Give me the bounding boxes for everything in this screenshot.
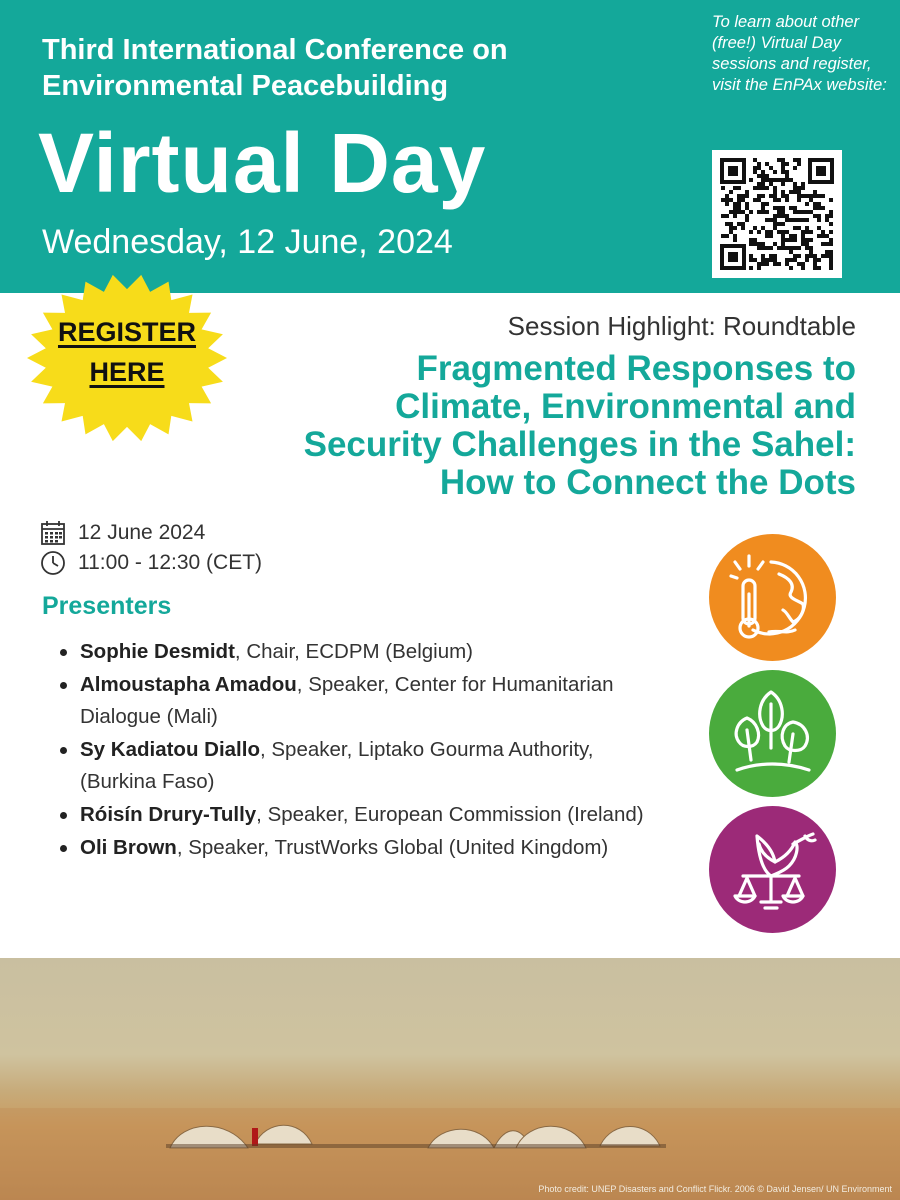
desert-tents-image	[0, 958, 900, 1200]
session-date: 12 June 2024	[78, 521, 206, 544]
session-title-line1: Fragmented Responses to	[416, 349, 856, 388]
register-line2: HERE	[89, 357, 165, 387]
event-date: Wednesday, 12 June, 2024	[42, 223, 453, 261]
presenter-item	[60, 636, 660, 668]
conference-title	[42, 32, 642, 104]
photo-credit: Photo credit: UNEP Disasters and Conflict Flickr. 2006 © David Jensen/ UN Environment	[538, 1184, 892, 1194]
presenter-item	[60, 669, 660, 733]
presenters-list	[60, 636, 660, 865]
learn-more-text: To learn about other (free!) Virtual Day sessions and register, visit the EnPAx website:	[712, 13, 887, 94]
presenter-item	[60, 799, 660, 831]
presenter-role: , Speaker, TrustWorks Global (United Kingdom)	[176, 836, 609, 859]
presenter-role: , Speaker, Liptako Gourma Authority, (Burkina Faso)	[80, 738, 594, 793]
presenter-item	[60, 832, 660, 864]
security-circle	[709, 806, 836, 933]
conference-title-line2: Environmental Peacebuilding	[42, 70, 449, 102]
presenter-name: Sophie Desmidt	[80, 640, 235, 663]
desert-photo	[0, 958, 900, 1200]
session-label: Session Highlight: Roundtable	[507, 311, 856, 341]
session-title-line3: Security Challenges in the Sahel:	[303, 425, 856, 464]
session-title-line2: Climate, Environmental and	[395, 387, 856, 426]
presenter-item	[60, 734, 660, 798]
session-title	[136, 350, 856, 502]
presenter-role: , Speaker, European Commission (Ireland)	[256, 803, 644, 826]
header-banner	[0, 0, 900, 293]
presenter-name: Róisín Drury-Tully	[80, 803, 257, 826]
event-name: Virtual Day	[38, 116, 487, 210]
presenters-heading: Presenters	[42, 592, 172, 620]
trees-icon	[709, 670, 836, 797]
session-time: 11:00 - 12:30 (CET)	[78, 551, 263, 574]
presenter-name: Oli Brown	[80, 836, 177, 859]
presenter-name: Sy Kadiatou Diallo	[80, 738, 260, 761]
presenter-role: , Chair, ECDPM (Belgium)	[234, 640, 474, 663]
qr-code-icon	[720, 158, 834, 270]
session-date-row	[40, 519, 205, 547]
clock-icon	[40, 550, 66, 576]
qr-code[interactable]	[712, 150, 842, 278]
session-title-line4: How to Connect the Dots	[439, 463, 856, 502]
calendar-icon	[40, 520, 66, 546]
conference-title-line1: Third International Conference on	[42, 34, 508, 66]
climate-circle	[709, 534, 836, 661]
presenter-role: , Speaker, Center for Humanitarian Dialogue (Mali)	[80, 673, 614, 728]
register-line1: REGISTER	[57, 317, 197, 347]
thermometer-globe-icon	[709, 534, 836, 661]
session-time-row	[40, 549, 262, 577]
presenter-name: Almoustapha Amadou	[80, 673, 297, 696]
environment-circle	[709, 670, 836, 797]
dove-scales-icon	[709, 806, 836, 933]
